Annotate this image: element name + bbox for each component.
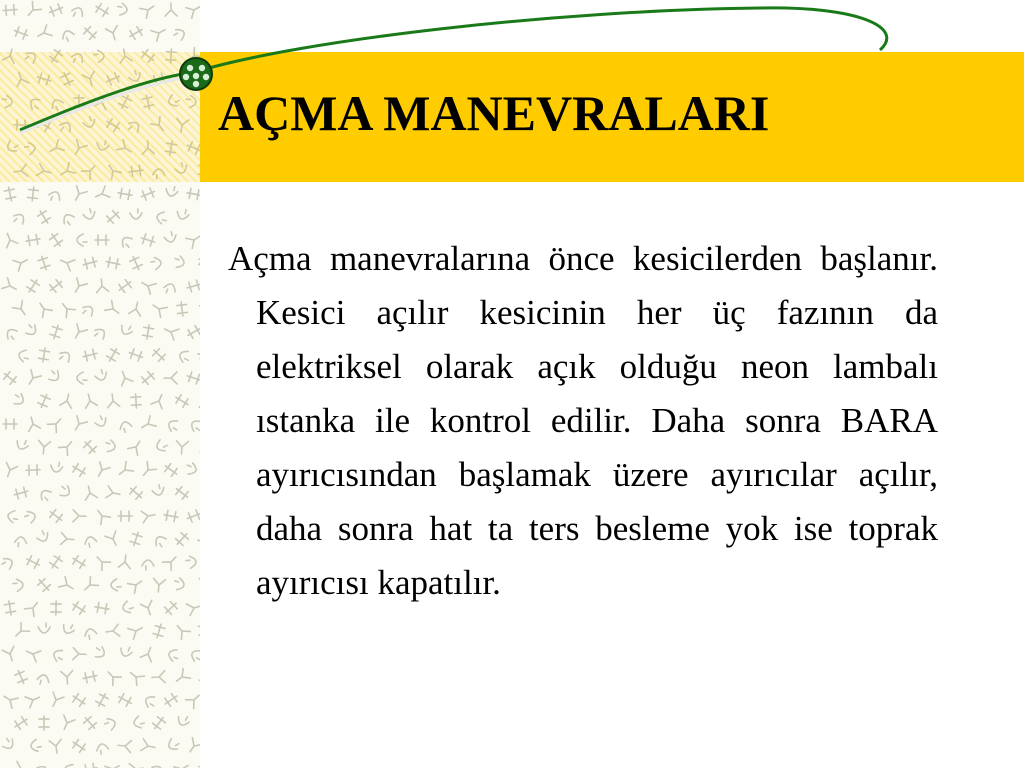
slide-body-text: Açma manevralarına önce kesicilerden başlanır. Kesici açılır kesicinin her üç fazının da elektriksel olarak açık olduğu neon lambalı ıstanka ile kontrol edilir. Daha sonra BARA ayırıcısından başlamak üzere ayırıcılar açılır, daha sonra hat ta ters besleme yok ise toprak ayırıcısı kapatılır. xyxy=(228,239,938,602)
title-band-left-tint xyxy=(0,52,200,182)
slide-title: AÇMA MANEVRALARI xyxy=(218,85,770,141)
